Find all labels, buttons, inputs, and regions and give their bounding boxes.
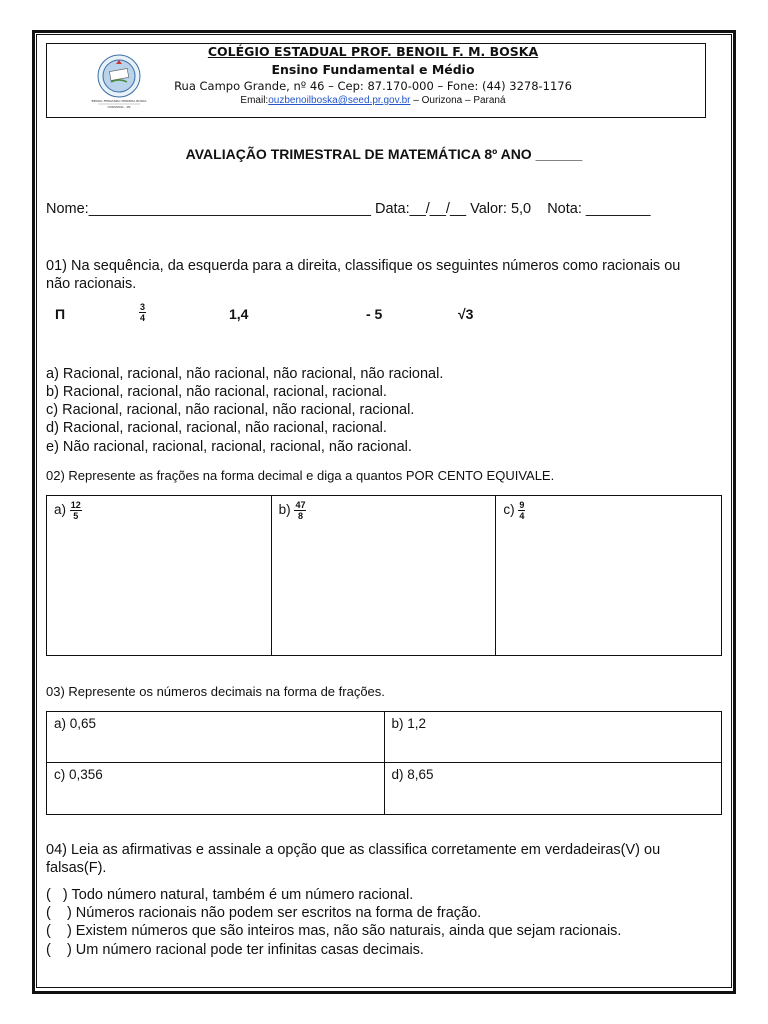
fraction-numerator: 9 [519,500,525,510]
fraction-denominator: 4 [519,511,525,521]
q2-label: a) [54,502,67,518]
q3-cell-d[interactable]: d) 8,65 [384,763,722,815]
q3-cell-b[interactable]: b) 1,2 [384,712,722,763]
fraction-numerator: 12 [70,500,81,510]
email-link[interactable]: ouzbenoilboska@seed.pr.gov.br [268,95,411,106]
q4-prompt-line-1: 04) Leia as afirmativas e assinale a opção que as classifica corretamente em verdadeiras(V) ou [46,842,661,858]
q4-statement-4[interactable]: ( ) Um número racional pode ter infinitas casas decimais. [46,942,424,958]
q1-number-pi: Π [55,306,66,322]
name-date-line: Nome:___________________________________ Data:__/__/__ Valor: 5,0 Nota: ________ [46,201,651,217]
svg-text:OURIZONA - PR: OURIZONA - PR [107,105,131,109]
q4-statement-2[interactable]: ( ) Números racionais não podem ser escritos na forma de fração. [46,905,482,921]
email-label: Email: [240,95,269,106]
fraction-denominator: 5 [73,511,79,521]
q4-statement-1[interactable]: ( ) Todo número natural, também é um número racional. [46,887,414,903]
q2-cell-c[interactable] [496,496,722,656]
school-name: COLÉGIO ESTADUAL PROF. BENOIL F. M. BOSKA [207,44,539,59]
q1-option-a: a) Racional, racional, não racional, não racional, não racional. [46,366,444,382]
q1-number-negative: - 5 [366,306,383,322]
q3-prompt: 03) Represente os números decimais na forma de frações. [46,684,385,699]
q3-cell-a[interactable]: a) 0,65 [47,712,385,763]
fraction-numerator: 47 [295,500,306,510]
q2-prompt: 02) Represente as frações na forma decimal e diga a quantos POR CENTO EQUIVALE. [46,468,555,483]
q1-option-c: c) Racional, racional, não racional, não racional, racional. [46,402,415,418]
school-address: Rua Campo Grande, nº 46 – Cep: 87.170-000 – Fone: (44) 3278-1176 [174,79,572,93]
q2-label: b) [278,502,291,518]
q1-prompt-line-1: 01) Na sequência, da esquerda para a direita, classifique os seguintes números como racionais ou [46,258,681,274]
school-email-line [150,95,596,106]
school-logo [90,52,148,112]
q4-prompt-line-2: falsas(F). [46,860,107,876]
exam-title: AVALIAÇÃO TRIMESTRAL DE MATEMÁTICA 8º ANO ______ [185,146,583,162]
svg-text:BENOIL FERNANDO MOREIRA BOSKA: BENOIL FERNANDO MOREIRA BOSKA [91,99,147,103]
q2-answer-table [46,495,722,656]
q1-number-fraction [139,302,146,323]
fraction-denominator: 8 [297,511,303,521]
school-level: Ensino Fundamental e Médio [271,62,475,77]
q2-cell-a[interactable] [47,496,272,656]
q1-prompt-line-2: não racionais. [46,276,137,292]
q3-answer-table [46,711,722,815]
q4-statement-3[interactable]: ( ) Existem números que são inteiros mas, não são naturais, ainda que sejam racionais. [46,923,622,939]
q1-option-b: b) Racional, racional, não racional, racional, racional. [46,384,387,400]
q1-option-d: d) Racional, racional, racional, não racional, racional. [46,420,387,436]
q1-option-e: e) Não racional, racional, racional, racional, não racional. [46,439,412,455]
q3-cell-c[interactable]: c) 0,356 [47,763,385,815]
q1-number-decimal: 1,4 [229,306,249,322]
fraction-denominator: 4 [140,313,146,323]
q2-label: c) [503,502,515,518]
q2-cell-b[interactable] [271,496,496,656]
email-suffix: – Ourizona – Paraná [410,95,506,106]
fraction-numerator: 3 [140,302,146,312]
q1-number-sqrt: √3 [458,306,474,322]
